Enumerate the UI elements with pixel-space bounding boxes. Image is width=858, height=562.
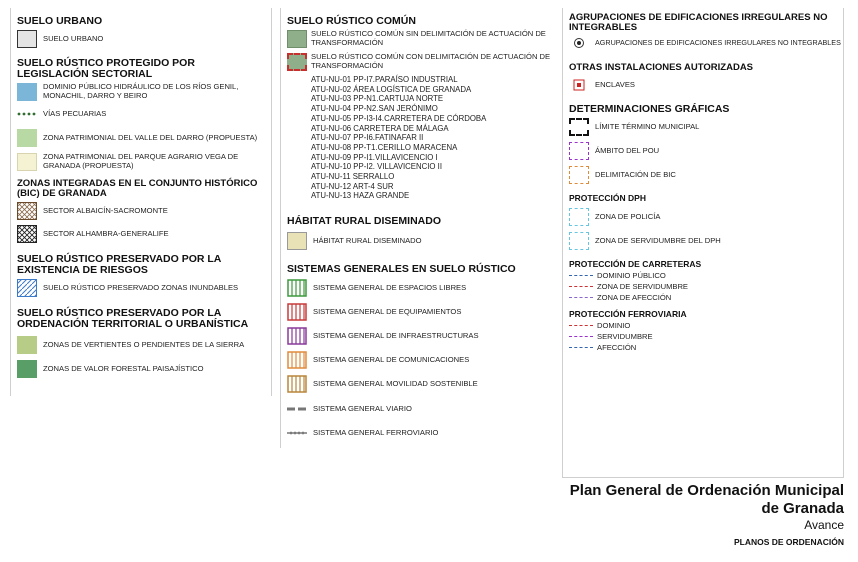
- legend-item-habitat: [287, 232, 552, 250]
- dashed-line-icon: [569, 325, 593, 326]
- swatch-bic: [569, 166, 589, 184]
- atu-item: ATU-NU-01 PP-I7.PARAÍSO INDUSTRIAL: [311, 75, 458, 84]
- swatch-suelo-urbano: [17, 30, 37, 48]
- railway-line-icon: [287, 430, 307, 436]
- legend-item-bic: [569, 166, 843, 184]
- vertical-hatch-icon: [287, 303, 307, 321]
- atu-list: [281, 75, 552, 201]
- header-agrupaciones: AGRUPACIONES DE EDIFICACIONES IRREGULARES NO INTEGRABLES: [569, 12, 828, 33]
- dashed-line-icon: [569, 347, 593, 348]
- legend-item-vias-pecuarias: [17, 107, 271, 121]
- legend-item-sg-equipamientos: [287, 303, 552, 321]
- label-carretera-dominio: DOMINIO PÚBLICO: [597, 271, 666, 280]
- swatch-comun-con: [287, 53, 307, 71]
- swatch-limite-municipal: [569, 118, 589, 136]
- legend-item-policia: [569, 208, 843, 226]
- vertical-hatch-icon: [287, 279, 307, 297]
- legend-item-sg-comunicaciones: [287, 351, 552, 369]
- legend-item-carretera-dominio: [569, 270, 843, 281]
- dashed-line-icon: [569, 286, 593, 287]
- legend-item-suelo-urbano: [17, 30, 271, 48]
- legend-item-agrupaciones: [569, 36, 843, 50]
- legend-item-inundables: [17, 279, 271, 297]
- dashed-line-icon: [569, 297, 593, 298]
- legend-item-albaicin: [17, 202, 271, 220]
- swatch-vertientes: [17, 336, 37, 354]
- swatch-comun-sin: [287, 30, 307, 48]
- legend-column-1: [10, 8, 272, 396]
- label-habitat: HÁBITAT RURAL DISEMINADO: [313, 235, 422, 245]
- swatch-policia: [569, 208, 589, 226]
- legend-item-ferro-afeccion: [569, 342, 843, 353]
- legend-item-enclaves: [569, 78, 843, 92]
- legend-item-valle-darro: [17, 129, 271, 147]
- header-protegido: SUELO RÚSTICO PROTEGIDO POR LEGISLACIÓN SECTORIAL: [17, 57, 195, 80]
- label-carretera-afeccion: ZONA DE AFECCIÓN: [597, 293, 672, 302]
- label-sg-espacios-libres: SISTEMA GENERAL DE ESPACIOS LIBRES: [313, 282, 467, 292]
- header-otras: OTRAS INSTALACIONES AUTORIZADAS: [569, 62, 754, 73]
- label-sg-movilidad: SISTEMA GENERAL MOVILIDAD SOSTENIBLE: [313, 378, 478, 388]
- label-carretera-servidumbre: ZONA DE SERVIDUMBRE: [597, 282, 689, 291]
- header-habitat: HÁBITAT RURAL DISEMINADO: [287, 215, 441, 228]
- label-comun-sin: SUELO RÚSTICO COMÚN SIN DELIMITACIÓN DE ACTUACIÓN DE TRANSFORMACIÓN: [311, 29, 546, 47]
- atu-item: ATU-NU-05 PP-I3-I4.CARRETERA DE CÓRDOBA: [311, 113, 487, 123]
- vertical-hatch-icon: [287, 351, 307, 369]
- atu-item: ATU-NU-12 ART-4 SUR: [311, 181, 394, 191]
- legend-item-sg-viario: [287, 402, 552, 416]
- legend-column-2: [280, 8, 552, 448]
- header-sistemas: SISTEMAS GENERALES EN SUELO RÚSTICO: [287, 263, 516, 276]
- legend-item-dominio-hidraulico: [17, 83, 271, 101]
- label-servidumbre-dph: ZONA DE SERVIDUMBRE DEL DPH: [595, 235, 721, 245]
- label-albaicin: SECTOR ALBAICÍN-SACROMONTE: [43, 205, 168, 215]
- header-riesgos: SUELO RÚSTICO PRESERVADO POR LA EXISTENCIA DE RIESGOS: [17, 253, 221, 276]
- label-comun-con: SUELO RÚSTICO COMÚN CON DELIMITACIÓN DE ACTUACIÓN DE TRANSFORMACIÓN: [311, 52, 551, 70]
- atu-item: ATU-NU-09 PP-I1.VILLAVICENCIO I: [311, 152, 438, 162]
- legend-item-ferro-servidumbre: [569, 331, 843, 342]
- plan-phase: Avance: [804, 518, 844, 532]
- label-enclaves: ENCLAVES: [595, 79, 635, 89]
- label-vega-granada: ZONA PATRIMONIAL DEL PARQUE AGRARIO VEGA DE GRANADA (PROPUESTA): [43, 152, 239, 170]
- legend-item-carretera-servidumbre: [569, 281, 843, 292]
- label-dominio-hidraulico: DOMINIO PÚBLICO HIDRÁULICO DE LOS RÍOS GENIL, MONACHIL, DARRO Y BEIRO: [43, 82, 239, 100]
- dashed-line-icon: [569, 275, 593, 276]
- atu-item: ATU-NU-07 PP-I6.FATINAFAR II: [311, 133, 424, 143]
- legend-item-sg-espacios-libres: [287, 279, 552, 297]
- label-ferro-afeccion: AFECCIÓN: [597, 343, 637, 352]
- label-ferro-dominio: DOMINIO: [597, 321, 631, 330]
- label-ferro-servidumbre: SERVIDUMBRE: [597, 332, 653, 341]
- swatch-pou: [569, 142, 589, 160]
- diagonal-hatch-icon: [17, 279, 37, 297]
- label-policia: ZONA DE POLICÍA: [595, 211, 661, 221]
- header-ordenacion: SUELO RÚSTICO PRESERVADO POR LA ORDENACIÓN TERRITORIAL O URBANÍSTICA: [17, 307, 249, 330]
- label-bic: DELIMITACIÓN DE BIC: [595, 169, 676, 179]
- vertical-hatch-icon: [287, 327, 307, 345]
- legend-column-3: [562, 8, 844, 478]
- dotted-line-icon: [17, 111, 39, 117]
- atu-item: ATU-NU-02 ÁREA LOGÍSTICA DE GRANADA: [311, 84, 472, 94]
- plan-sheet-type: PLANOS DE ORDENACIÓN: [733, 537, 844, 547]
- label-vertientes: ZONAS DE VERTIENTES O PENDIENTES DE LA SIERRA: [43, 339, 245, 349]
- square-marker-icon: [569, 78, 589, 92]
- crosshatch-pattern-icon: [17, 225, 37, 243]
- label-sg-ferroviario: SISTEMA GENERAL FERROVIARIO: [313, 427, 439, 437]
- legend-item-forestal: [17, 360, 271, 378]
- vertical-hatch-icon: [287, 375, 307, 393]
- legend-item-carretera-afeccion: [569, 292, 843, 303]
- swatch-habitat: [287, 232, 307, 250]
- dashed-line-icon: [287, 406, 307, 412]
- header-suelo-urbano: SUELO URBANO: [17, 15, 103, 27]
- title-block: [570, 482, 844, 549]
- header-ferroviaria: PROTECCIÓN FERROVIARIA: [569, 309, 687, 319]
- label-agrupaciones: AGRUPACIONES DE EDIFICACIONES IRREGULARES NO INTEGRABLES: [595, 38, 841, 48]
- legend-item-pou: [569, 142, 843, 160]
- swatch-dominio-hidraulico: [17, 83, 37, 101]
- target-circle-icon: [569, 36, 589, 50]
- atu-item: ATU-NU-06 CARRETERA DE MÁLAGA: [311, 123, 449, 133]
- label-sg-viario: SISTEMA GENERAL VIARIO: [313, 403, 412, 413]
- legend-item-sg-movilidad: [287, 375, 552, 393]
- legend-item-comun-con: [287, 53, 552, 71]
- header-comun: SUELO RÚSTICO COMÚN: [287, 15, 416, 27]
- legend-item-sg-infraestructuras: [287, 327, 552, 345]
- atu-item: ATU-NU-11 SERRALLO: [311, 172, 395, 182]
- atu-item: ATU-NU-08 PP-T1.CERILLO MARACENA: [311, 142, 458, 152]
- header-carreteras: PROTECCIÓN DE CARRETERAS: [569, 259, 702, 269]
- atu-item: ATU-NU-04 PP-N2.SAN JERÓNIMO: [311, 104, 438, 114]
- legend-item-vega-granada: [17, 153, 271, 171]
- atu-item: ATU-NU-10 PP-I2. VILLAVICENCIO II: [311, 162, 442, 172]
- legend-item-sg-ferroviario: [287, 426, 552, 440]
- atu-item: ATU-NU-13 HAZA GRANDE: [311, 191, 410, 201]
- swatch-vega-granada: [17, 153, 37, 171]
- label-inundables: SUELO RÚSTICO PRESERVADO ZONAS INUNDABLES: [43, 282, 239, 292]
- label-sg-comunicaciones: SISTEMA GENERAL DE COMUNICACIONES: [313, 354, 470, 364]
- label-sg-infraestructuras: SISTEMA GENERAL DE INFRAESTRUCTURAS: [313, 330, 479, 340]
- legend-item-limite-municipal: [569, 118, 843, 136]
- swatch-servidumbre-dph: [569, 232, 589, 250]
- label-valle-darro: ZONA PATRIMONIAL DEL VALLE DEL DARRO (PROPUESTA): [43, 132, 258, 142]
- legend-item-servidumbre-dph: [569, 232, 843, 250]
- header-dph: PROTECCIÓN DPH: [569, 193, 646, 203]
- atu-item: ATU-NU-03 PP-N1.CARTUJA NORTE: [311, 94, 444, 104]
- label-sg-equipamientos: SISTEMA GENERAL DE EQUIPAMIENTOS: [313, 306, 462, 316]
- header-bic: ZONAS INTEGRADAS EN EL CONJUNTO HISTÓRICO (BIC) DE GRANADA: [17, 178, 258, 199]
- label-pou: ÁMBITO DEL POU: [595, 145, 660, 155]
- label-vias-pecuarias: VÍAS PECUARIAS: [43, 108, 107, 118]
- swatch-valle-darro: [17, 129, 37, 147]
- legend-item-comun-sin: [287, 30, 552, 48]
- label-suelo-urbano: SUELO URBANO: [43, 33, 104, 43]
- crosshatch-pattern-icon: [17, 202, 37, 220]
- label-forestal: ZONAS DE VALOR FORESTAL PAISAJÍSTICO: [43, 363, 204, 373]
- legend-item-ferro-dominio: [569, 320, 843, 331]
- legend-item-alhambra: [17, 225, 271, 243]
- dashed-line-icon: [569, 336, 593, 337]
- plan-title-city: de Granada: [761, 500, 844, 517]
- header-determinaciones: DETERMINACIONES GRÁFICAS: [569, 103, 730, 115]
- plan-title: Plan General de Ordenación Municipal: [569, 482, 844, 499]
- label-alhambra: SECTOR ALHAMBRA-GENERALIFE: [43, 228, 169, 238]
- swatch-forestal: [17, 360, 37, 378]
- legend-item-vertientes: [17, 336, 271, 354]
- label-limite-municipal: LÍMITE TÉRMINO MUNICIPAL: [595, 121, 700, 131]
